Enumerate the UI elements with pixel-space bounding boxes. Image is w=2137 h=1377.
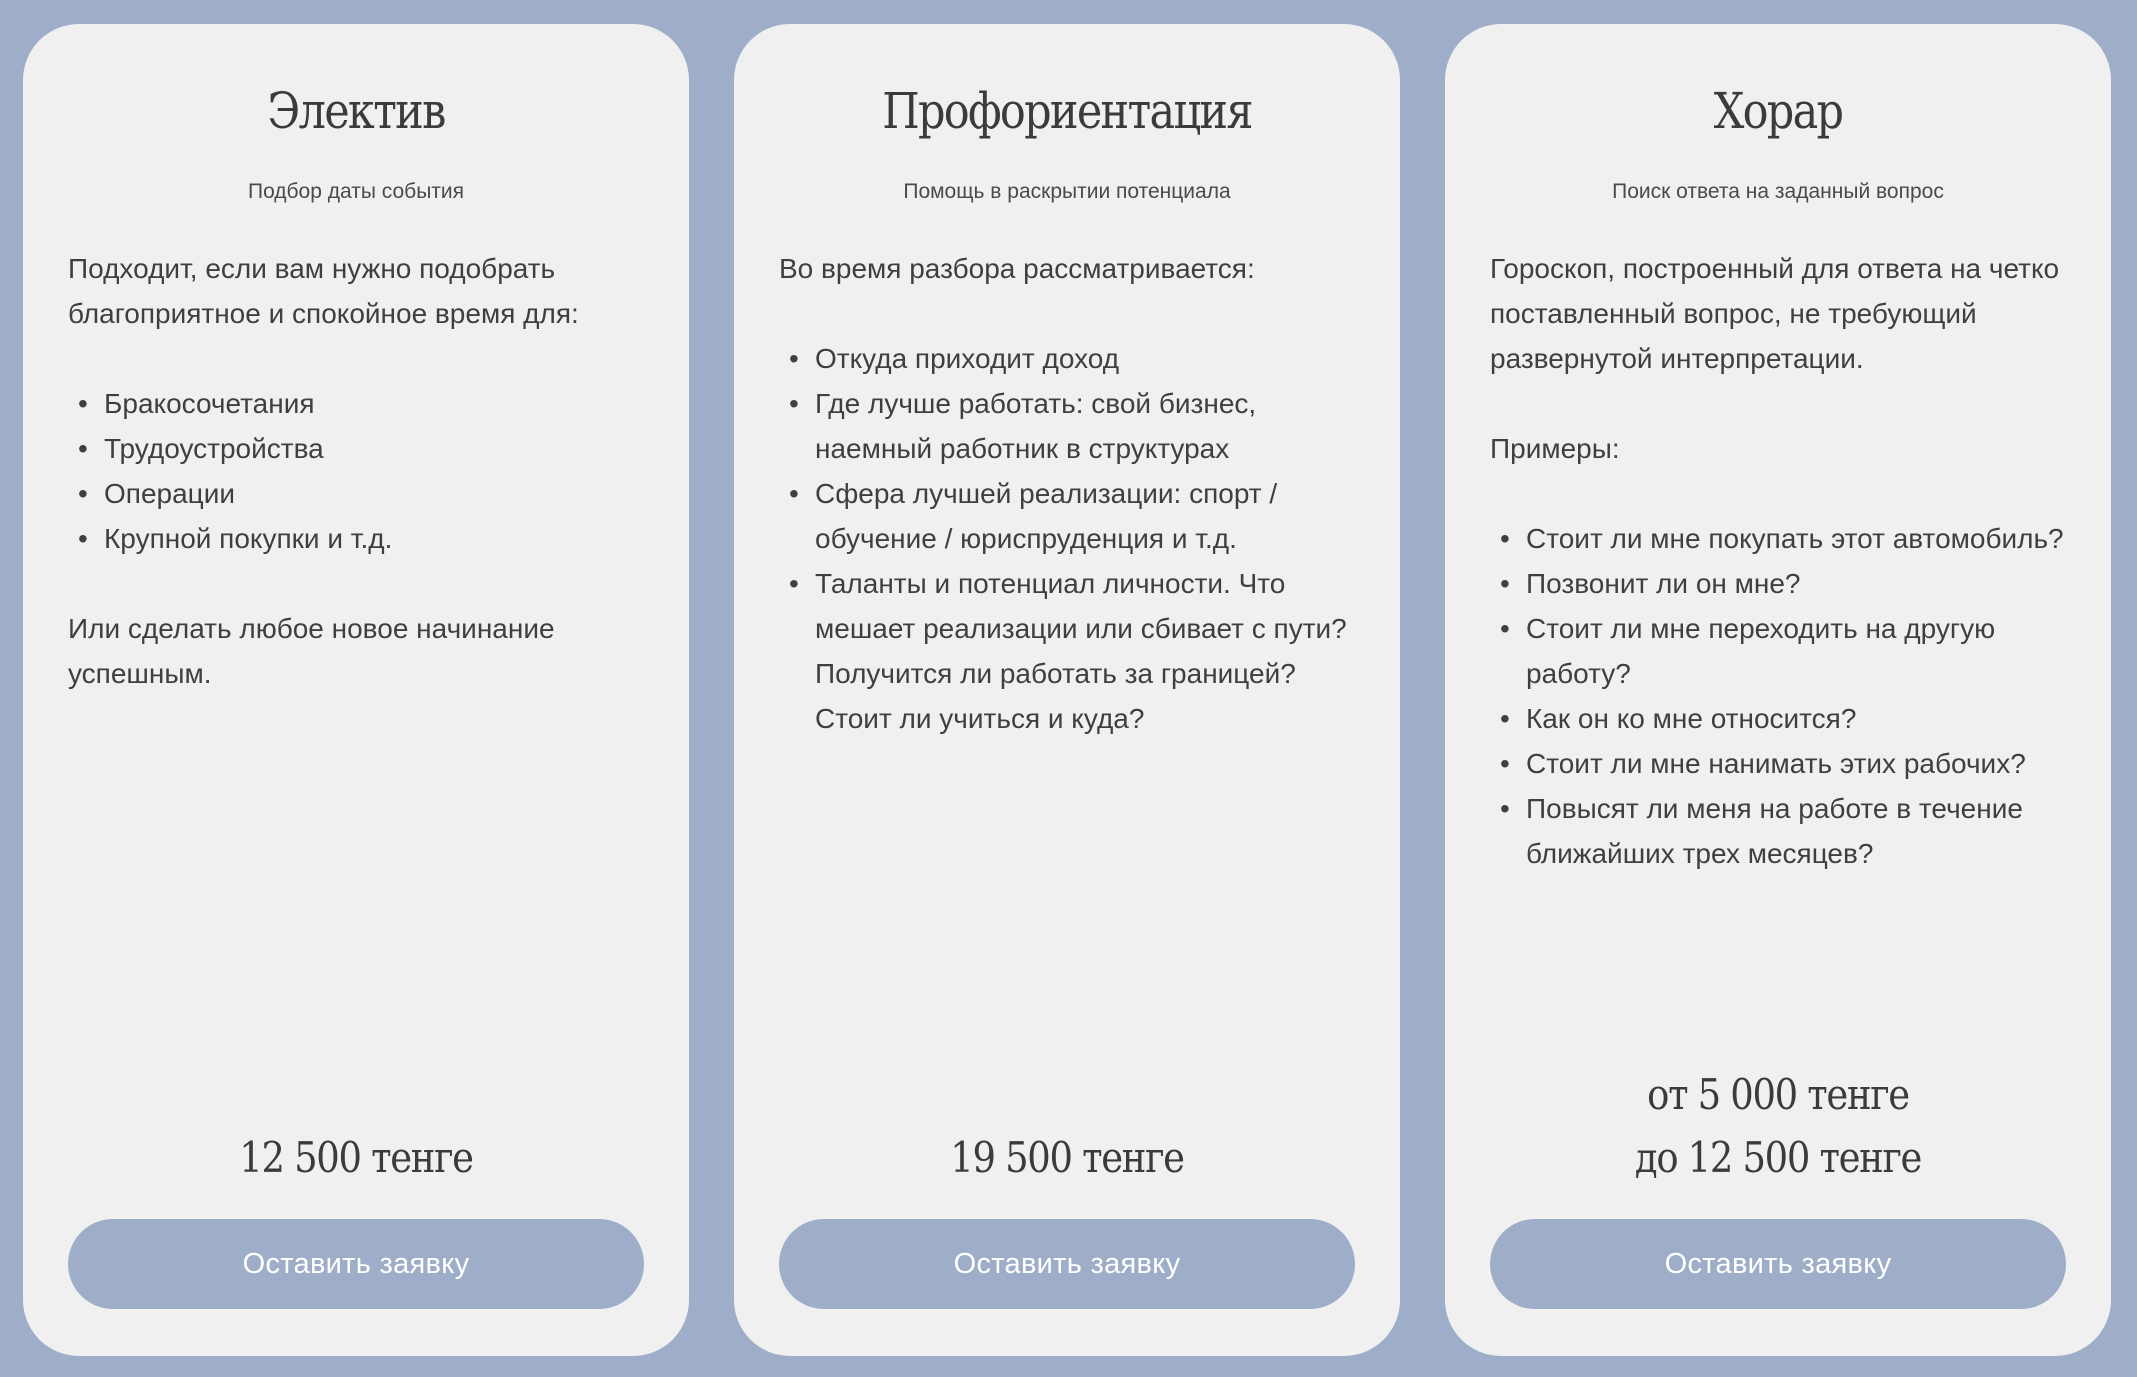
- bullet-icon: •: [789, 568, 799, 599]
- bullet-icon: •: [1500, 793, 1510, 824]
- list-item: • Стоит ли мне нанимать этих рабочих?: [1526, 741, 2071, 786]
- card-list: [68, 381, 649, 561]
- bullet-icon: •: [1500, 703, 1510, 734]
- list-item: • Откуда приходит доход: [815, 336, 1360, 381]
- list-item: • Где лучше работать: свой бизнес, наемный работник в структурах: [815, 381, 1360, 471]
- bullet-icon: •: [1500, 613, 1510, 644]
- bullet-icon: •: [789, 478, 799, 509]
- list-item: • Крупной покупки и т.д.: [104, 516, 649, 561]
- card-description: [68, 246, 649, 696]
- card-list: [779, 336, 1360, 741]
- list-item: • Позвонит ли он мне?: [1526, 561, 2071, 606]
- list-item: • Трудоустройства: [104, 426, 649, 471]
- card-description: [1490, 246, 2071, 876]
- card-title: Электив: [267, 82, 445, 140]
- submit-request-button[interactable]: Оставить заявку: [1490, 1219, 2066, 1309]
- list-item: • Стоит ли мне переходить на другую работу?: [1526, 606, 2071, 696]
- bullet-icon: •: [78, 388, 88, 419]
- list-item: • Повысят ли меня на работе в течение ближайших трех месяцев?: [1526, 786, 2071, 876]
- bullet-icon: •: [1500, 523, 1510, 554]
- list-item: • Операции: [104, 471, 649, 516]
- service-card-elective: [23, 24, 689, 1356]
- card-description: [779, 246, 1360, 741]
- price-line: 12 500 тенге: [239, 1133, 473, 1182]
- submit-request-button[interactable]: Оставить заявку: [68, 1219, 644, 1309]
- list-item: • Таланты и потенциал личности. Что мешает реализации или сбивает с пути? Получится ли работать за границей? Стоит ли учиться и куда?: [815, 561, 1360, 741]
- list-item: • Сфера лучшей реализации: спорт / обучение / юриспруденция и т.д.: [815, 471, 1360, 561]
- service-card-career-guidance: [734, 24, 1400, 1356]
- card-subtitle: Поиск ответа на заданный вопрос: [1612, 180, 1944, 203]
- price-line: до 12 500 тенге: [1634, 1133, 1922, 1182]
- list-item: • Как он ко мне относится?: [1526, 696, 2071, 741]
- card-outro: Или сделать любое новое начинание успешным.: [68, 613, 555, 689]
- price: [734, 1126, 1400, 1189]
- card-intro: Подходит, если вам нужно подобрать благоприятное и спокойное время для:: [68, 253, 579, 329]
- price: [1445, 1063, 2111, 1189]
- list-item: • Стоит ли мне покупать этот автомобиль?: [1526, 516, 2071, 561]
- card-intro: Гороскоп, построенный для ответа на четко поставленный вопрос, не требующий развернутой интерпретации.: [1490, 253, 2060, 374]
- price: [23, 1126, 689, 1189]
- bullet-icon: •: [78, 478, 88, 509]
- submit-request-button[interactable]: Оставить заявку: [779, 1219, 1355, 1309]
- card-title: Профориентация: [882, 82, 1252, 140]
- card-subtitle: Подбор даты события: [247, 180, 465, 203]
- card-title: Хорар: [1713, 82, 1843, 140]
- examples-label: Примеры:: [1490, 433, 1620, 464]
- price-line: от 5 000 тенге: [1647, 1070, 1909, 1119]
- price-line: 19 500 тенге: [950, 1133, 1184, 1182]
- bullet-icon: •: [78, 433, 88, 464]
- card-subtitle: Помощь в раскрытии потенциала: [903, 180, 1231, 203]
- list-item: • Бракосочетания: [104, 381, 649, 426]
- bullet-icon: •: [789, 388, 799, 419]
- service-card-horary: [1445, 24, 2111, 1356]
- bullet-icon: •: [1500, 748, 1510, 779]
- bullet-icon: •: [789, 343, 799, 374]
- card-intro: Во время разбора рассматривается:: [779, 253, 1255, 284]
- bullet-icon: •: [78, 523, 88, 554]
- card-list: [1490, 516, 2071, 876]
- bullet-icon: •: [1500, 568, 1510, 599]
